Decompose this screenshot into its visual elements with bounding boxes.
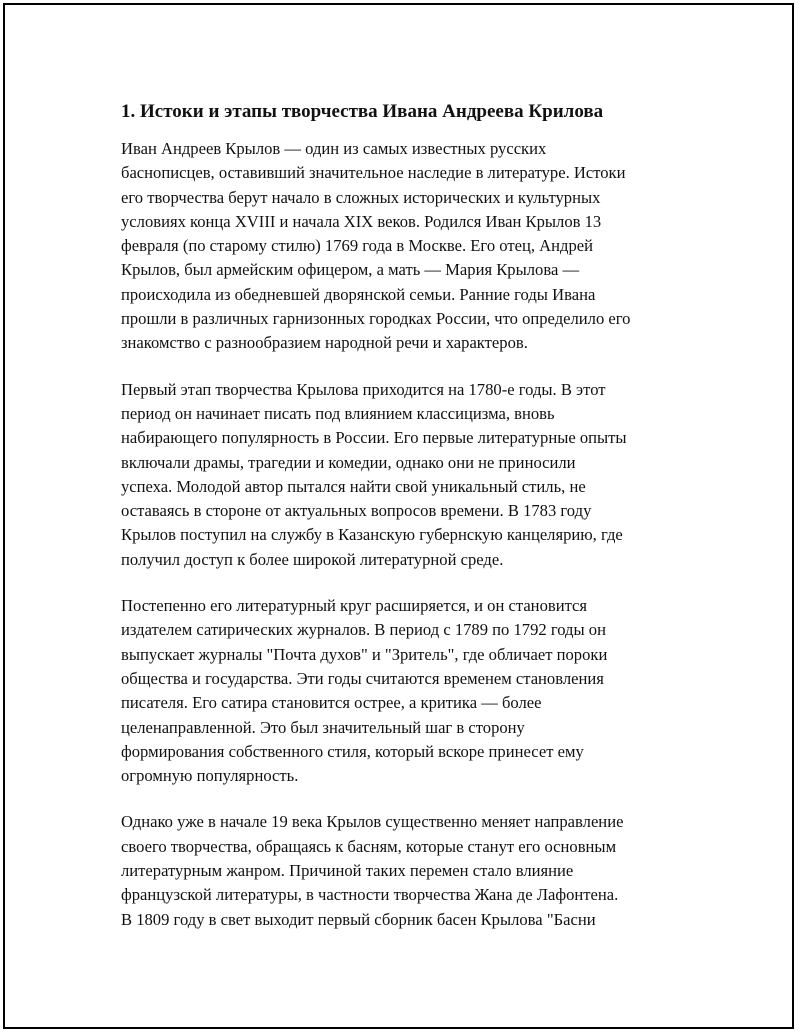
- text-line: Первый этап творчества Крылова приходится на 1780-е годы. В этот: [121, 379, 606, 399]
- text-line: огромную популярность.: [121, 766, 299, 786]
- text-line: целенаправленной. Это был значительный шаг в сторону: [121, 717, 525, 737]
- text-line: Крылов, был армейским офицером, а мать — Мария Крылова —: [121, 260, 580, 280]
- text-line: баснописцев, оставивший значительное наследие в литературе. Истоки: [121, 163, 626, 183]
- text-line: Однако уже в начале 19 века Крылов существенно меняет направление: [121, 812, 624, 832]
- text-line: знакомство с разнообразием народной речи и характеров.: [121, 333, 528, 353]
- text-line: общества и государства. Эти годы считаются временем становления: [121, 668, 604, 688]
- text-line: условиях конца XVIII и начала XIX веков. Родился Иван Крылов 13: [121, 211, 602, 231]
- text-line: набирающего популярность в России. Его первые литературные опыты: [121, 428, 627, 448]
- paragraph-3: [121, 594, 701, 788]
- text-line: его творчества берут начало в сложных исторических и культурных: [121, 187, 601, 207]
- text-line: выпускает журналы "Почта духов" и "Зритель", где обличает пороки: [121, 644, 608, 664]
- paragraph-2: [121, 378, 701, 572]
- text-line: период он начинает писать под влиянием классицизма, вновь: [121, 403, 555, 423]
- text-line: своего творчества, обращаясь к басням, которые станут его основным: [121, 836, 617, 856]
- text-line: Иван Андреев Крылов — один из самых известных русских: [121, 139, 547, 158]
- text-line: происходила из обедневшей дворянской семьи. Ранние годы Ивана: [121, 284, 596, 304]
- document-page: [3, 3, 794, 1029]
- text-line: издателем сатирических журналов. В период с 1789 по 1792 годы он: [121, 620, 606, 640]
- text-line: прошли в различных гарнизонных городках России, что определило его: [121, 309, 631, 329]
- text-line: успеха. Молодой автор пытался найти свой уникальный стиль, не: [121, 476, 586, 496]
- text-line: формирования собственного стиля, который вскоре принесет ему: [121, 741, 584, 761]
- text-line: писателя. Его сатира становится острее, а критика — более: [121, 693, 542, 713]
- text-line: Крылов поступил на службу в Казанскую губернскую канцелярию, где: [121, 525, 623, 545]
- text-line: февраля (по старому стилю) 1769 года в Москве. Его отец, Андрей: [121, 236, 593, 256]
- paragraph-1: [121, 137, 701, 356]
- document-body: [121, 99, 701, 954]
- text-line: литературным жанром. Причиной таких перемен стало влияние: [121, 861, 574, 881]
- text-line: французской литературы, в частности творчества Жана де Лафонтена.: [121, 885, 619, 905]
- paragraph-4: [121, 810, 701, 931]
- text-line: получил доступ к более широкой литературной среде.: [121, 549, 504, 569]
- text-line: В 1809 году в свет выходит первый сборник басен Крылова "Басни: [121, 909, 596, 929]
- text-line: включали драмы, трагедии и комедии, однако они не приносили: [121, 452, 576, 472]
- text-line: оставаясь в стороне от актуальных вопросов времени. В 1783 году: [121, 501, 592, 521]
- section-heading: 1. Истоки и этапы творчества Ивана Андреева Крилова: [121, 101, 604, 122]
- text-line: Постепенно его литературный круг расширяется, и он становится: [121, 596, 588, 616]
